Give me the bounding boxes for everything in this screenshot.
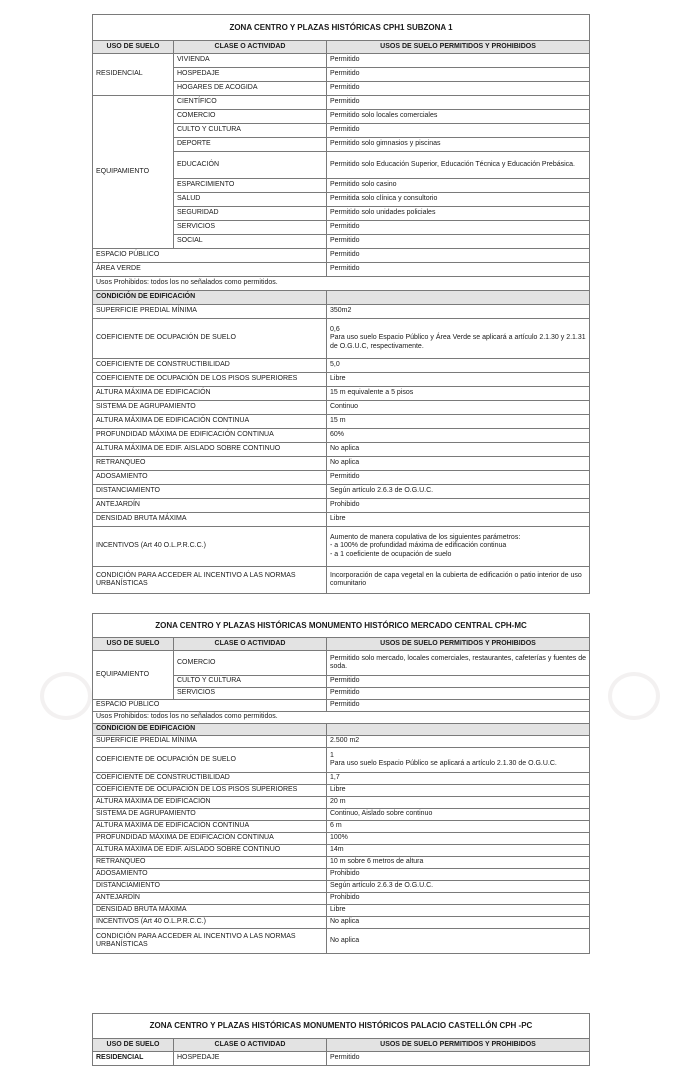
param-value: 10 m sobre 6 metros de altura [327, 857, 590, 869]
header-clase-actividad: CLASE O ACTIVIDAD [174, 1039, 327, 1052]
value-cell: Permitido [327, 676, 590, 688]
section-condicion-edificacion: CONDICIÓN DE EDIFICACIÓN [93, 724, 327, 736]
param-value: Prohibido [327, 499, 590, 513]
param-label: COEFICIENTE DE OCUPACIÓN DE SUELO [93, 319, 327, 359]
value-cell: Permitido solo mercado, locales comerciales, restaurantes, cafeterías y fuentes de soda. [327, 651, 590, 676]
param-value: Libre [327, 373, 590, 387]
param-value: 6 m [327, 821, 590, 833]
row-label-area-verde: ÁREA VERDE [93, 263, 327, 277]
table-title: ZONA CENTRO Y PLAZAS HISTÓRICAS MONUMENTO HISTÓRICOS PALACIO CASTELLÓN CPH -PC [93, 1014, 590, 1039]
param-note: - a 100% de profundidad máxima de edificación continua [330, 542, 507, 550]
section-condicion-edificacion: CONDICIÓN DE EDIFICACIÓN [93, 291, 327, 305]
param-value: 100% [327, 833, 590, 845]
param-value: Permitido [327, 471, 590, 485]
value-cell: Permitido [327, 124, 590, 138]
clase-cell: ESPARCIMIENTO [174, 179, 327, 193]
param-label: PROFUNDIDAD MÁXIMA DE EDIFICACIÓN CONTINUA [93, 429, 327, 443]
value-cell: Permitida solo clínica y consultorio [327, 193, 590, 207]
param-label: ADOSAMIENTO [93, 869, 327, 881]
param-label: ALTURA MÁXIMA DE EDIFICACIÓN CONTINUA [93, 415, 327, 429]
row-label-equipamiento: EQUIPAMIENTO [93, 96, 174, 249]
param-label: CONDICIÓN PARA ACCEDER AL INCENTIVO A LAS NORMAS URBANÍSTICAS [93, 567, 327, 594]
value-cell: Permitido [327, 249, 590, 263]
row-label-espacio-publico: ESPACIO PÚBLICO [93, 249, 327, 263]
param-label: ALTURA MÁXIMA DE EDIFICACIÓN [93, 797, 327, 809]
param-value: Prohibido [327, 869, 590, 881]
watermark-left-ornament [40, 672, 92, 720]
header-uso-suelo: USO DE SUELO [93, 638, 174, 651]
value-cell: Permitido solo unidades policiales [327, 207, 590, 221]
param-value: Libre [327, 785, 590, 797]
param-value: No aplica [327, 917, 590, 929]
clase-cell: CULTO Y CULTURA [174, 124, 327, 138]
value-cell: Permitido solo gimnasios y piscinas [327, 138, 590, 152]
param-label: COEFICIENTE DE CONSTRUCTIBILIDAD [93, 773, 327, 785]
header-clase-actividad: CLASE O ACTIVIDAD [174, 41, 327, 54]
clase-cell: COMERCIO [174, 651, 327, 676]
param-label: RETRANQUEO [93, 457, 327, 471]
value-cell: Permitido [327, 68, 590, 82]
param-value: No aplica [327, 457, 590, 471]
table-title: ZONA CENTRO Y PLAZAS HISTÓRICAS MONUMENTO HISTÓRICO MERCADO CENTRAL CPH-MC [93, 614, 590, 638]
param-value: 5,0 [327, 359, 590, 373]
value-cell: Permitido [327, 96, 590, 110]
param-label: DENSIDAD BRUTA MÁXIMA [93, 513, 327, 527]
param-value: Libre [327, 513, 590, 527]
param-label: RETRANQUEO [93, 857, 327, 869]
param-label: COEFICIENTE DE OCUPACIÓN DE LOS PISOS SUPERIORES [93, 785, 327, 797]
param-value-multiline [327, 319, 590, 359]
prohibited-uses-note: Usos Prohibidos: todos los no señalados como permitidos. [93, 277, 590, 291]
param-value: Prohibido [327, 893, 590, 905]
param-value: Continuo, Aislado sobre continuo [327, 809, 590, 821]
param-label: ALTURA MÁXIMA DE EDIFICACIÓN CONTINUA [93, 821, 327, 833]
param-value: Continuo [327, 401, 590, 415]
header-uso-suelo: USO DE SUELO [93, 1039, 174, 1052]
param-label: SUPERFICIE PREDIAL MÍNIMA [93, 736, 327, 748]
param-value: 14m [327, 845, 590, 857]
header-usos-permitidos: USOS DE SUELO PERMITIDOS Y PROHIBIDOS [327, 41, 590, 54]
table-title: ZONA CENTRO Y PLAZAS HISTÓRICAS CPH1 SUBZONA 1 [93, 15, 590, 41]
header-usos-permitidos: USOS DE SUELO PERMITIDOS Y PROHIBIDOS [327, 638, 590, 651]
param-label: ANTEJARDÍN [93, 499, 327, 513]
value-cell: Permitido [327, 1052, 590, 1066]
param-value-multiline [327, 527, 590, 567]
param-label: ALTURA MÁXIMA DE EDIFICACIÓN [93, 387, 327, 401]
clase-cell: HOSPEDAJE [174, 1052, 327, 1066]
param-value: 0,6 [330, 325, 340, 333]
param-label: CONDICIÓN PARA ACCEDER AL INCENTIVO A LAS NORMAS URBANÍSTICAS [93, 929, 327, 954]
value-cell: Permitido solo casino [327, 179, 590, 193]
param-value: 350m2 [327, 305, 590, 319]
value-cell: Permitido solo Educación Superior, Educación Técnica y Educación Prebásica. [327, 152, 590, 179]
param-label: ALTURA MÁXIMA DE EDIF. AISLADO SOBRE CONTINUO [93, 443, 327, 457]
param-value: Según artículo 2.6.3 de O.G.U.C. [327, 881, 590, 893]
clase-cell: COMERCIO [174, 110, 327, 124]
value-cell: Permitido [327, 235, 590, 249]
param-value: 15 m equivalente a 5 pisos [327, 387, 590, 401]
param-label: PROFUNDIDAD MÁXIMA DE EDIFICACIÓN CONTINUA [93, 833, 327, 845]
value-cell: Permitido [327, 221, 590, 235]
watermark-right-ornament [608, 672, 660, 720]
param-value: 20 m [327, 797, 590, 809]
clase-cell: SALUD [174, 193, 327, 207]
param-value: No aplica [327, 443, 590, 457]
clase-cell: HOGARES DE ACOGIDA [174, 82, 327, 96]
param-label: SUPERFICIE PREDIAL MÍNIMA [93, 305, 327, 319]
zoning-table-cph1 [92, 14, 590, 594]
param-label: DISTANCIAMIENTO [93, 881, 327, 893]
clase-cell: VIVIENDA [174, 54, 327, 68]
value-cell: Permitido [327, 688, 590, 700]
param-value: Aumento de manera copulativa de los siguientes parámetros: [330, 533, 521, 541]
clase-cell: CIENTÍFICO [174, 96, 327, 110]
param-value: 2.500 m2 [327, 736, 590, 748]
clase-cell: SOCIAL [174, 235, 327, 249]
param-value: 1 [330, 751, 334, 759]
clase-cell: CULTO Y CULTURA [174, 676, 327, 688]
param-label: SISTEMA DE AGRUPAMIENTO [93, 809, 327, 821]
param-label: INCENTIVOS (Art 40 O.L.P.R.C.C.) [93, 527, 327, 567]
value-cell: Permitido [327, 82, 590, 96]
param-label: ANTEJARDÍN [93, 893, 327, 905]
param-label: SISTEMA DE AGRUPAMIENTO [93, 401, 327, 415]
clase-cell: SERVICIOS [174, 221, 327, 235]
param-label: DENSIDAD BRUTA MÁXIMA [93, 905, 327, 917]
clase-cell: SEGURIDAD [174, 207, 327, 221]
param-value: No aplica [327, 929, 590, 954]
param-label: COEFICIENTE DE CONSTRUCTIBILIDAD [93, 359, 327, 373]
param-label: INCENTIVOS (Art 40 O.L.P.R.C.C.) [93, 917, 327, 929]
param-note: - a 1 coeficiente de ocupación de suelo [330, 550, 452, 558]
clase-cell: DEPORTE [174, 138, 327, 152]
section-spacer [327, 291, 590, 305]
row-label-espacio-publico: ESPACIO PÚBLICO [93, 700, 327, 712]
param-note: Para uso suelo Espacio Público se aplicará a artículo 2.1.30 de O.G.U.C. [330, 760, 557, 767]
zoning-table-cph-mc [92, 613, 590, 954]
param-label: ADOSAMIENTO [93, 471, 327, 485]
header-usos-permitidos: USOS DE SUELO PERMITIDOS Y PROHIBIDOS [327, 1039, 590, 1052]
value-cell: Permitido [327, 54, 590, 68]
param-value-multiline [327, 748, 590, 773]
value-cell: Permitido solo locales comerciales [327, 110, 590, 124]
param-note: Para uso suelo Espacio Público y Área Verde se aplicará a artículo 2.1.30 y 2.1.31 de O.G.U.C, respectivamente. [330, 334, 586, 350]
param-label: COEFICIENTE DE OCUPACIÓN DE LOS PISOS SUPERIORES [93, 373, 327, 387]
param-value: 1,7 [327, 773, 590, 785]
param-label: ALTURA MÁXIMA DE EDIF. AISLADO SOBRE CONTINUO [93, 845, 327, 857]
header-clase-actividad: CLASE O ACTIVIDAD [174, 638, 327, 651]
prohibited-uses-note: Usos Prohibidos: todos los no señalados como permitidos. [93, 712, 590, 724]
param-value: Según artículo 2.6.3 de O.G.U.C. [327, 485, 590, 499]
param-value: 15 m [327, 415, 590, 429]
row-label-equipamiento: EQUIPAMIENTO [93, 651, 174, 700]
value-cell: Permitido [327, 700, 590, 712]
value-cell: Permitido [327, 263, 590, 277]
section-spacer [327, 724, 590, 736]
clase-cell: EDUCACIÓN [174, 152, 327, 179]
row-label-residencial: RESIDENCIAL [93, 54, 174, 96]
param-label: DISTANCIAMIENTO [93, 485, 327, 499]
header-uso-suelo: USO DE SUELO [93, 41, 174, 54]
clase-cell: HOSPEDAJE [174, 68, 327, 82]
param-value: 60% [327, 429, 590, 443]
row-label-residencial: RESIDENCIAL [93, 1052, 174, 1066]
param-value: Libre [327, 905, 590, 917]
param-label: COEFICIENTE DE OCUPACIÓN DE SUELO [93, 748, 327, 773]
zoning-table-cph-pc [92, 1013, 590, 1066]
param-value: Incorporación de capa vegetal en la cubierta de edificación o patio interior de uso comunitario [327, 567, 590, 594]
clase-cell: SERVICIOS [174, 688, 327, 700]
